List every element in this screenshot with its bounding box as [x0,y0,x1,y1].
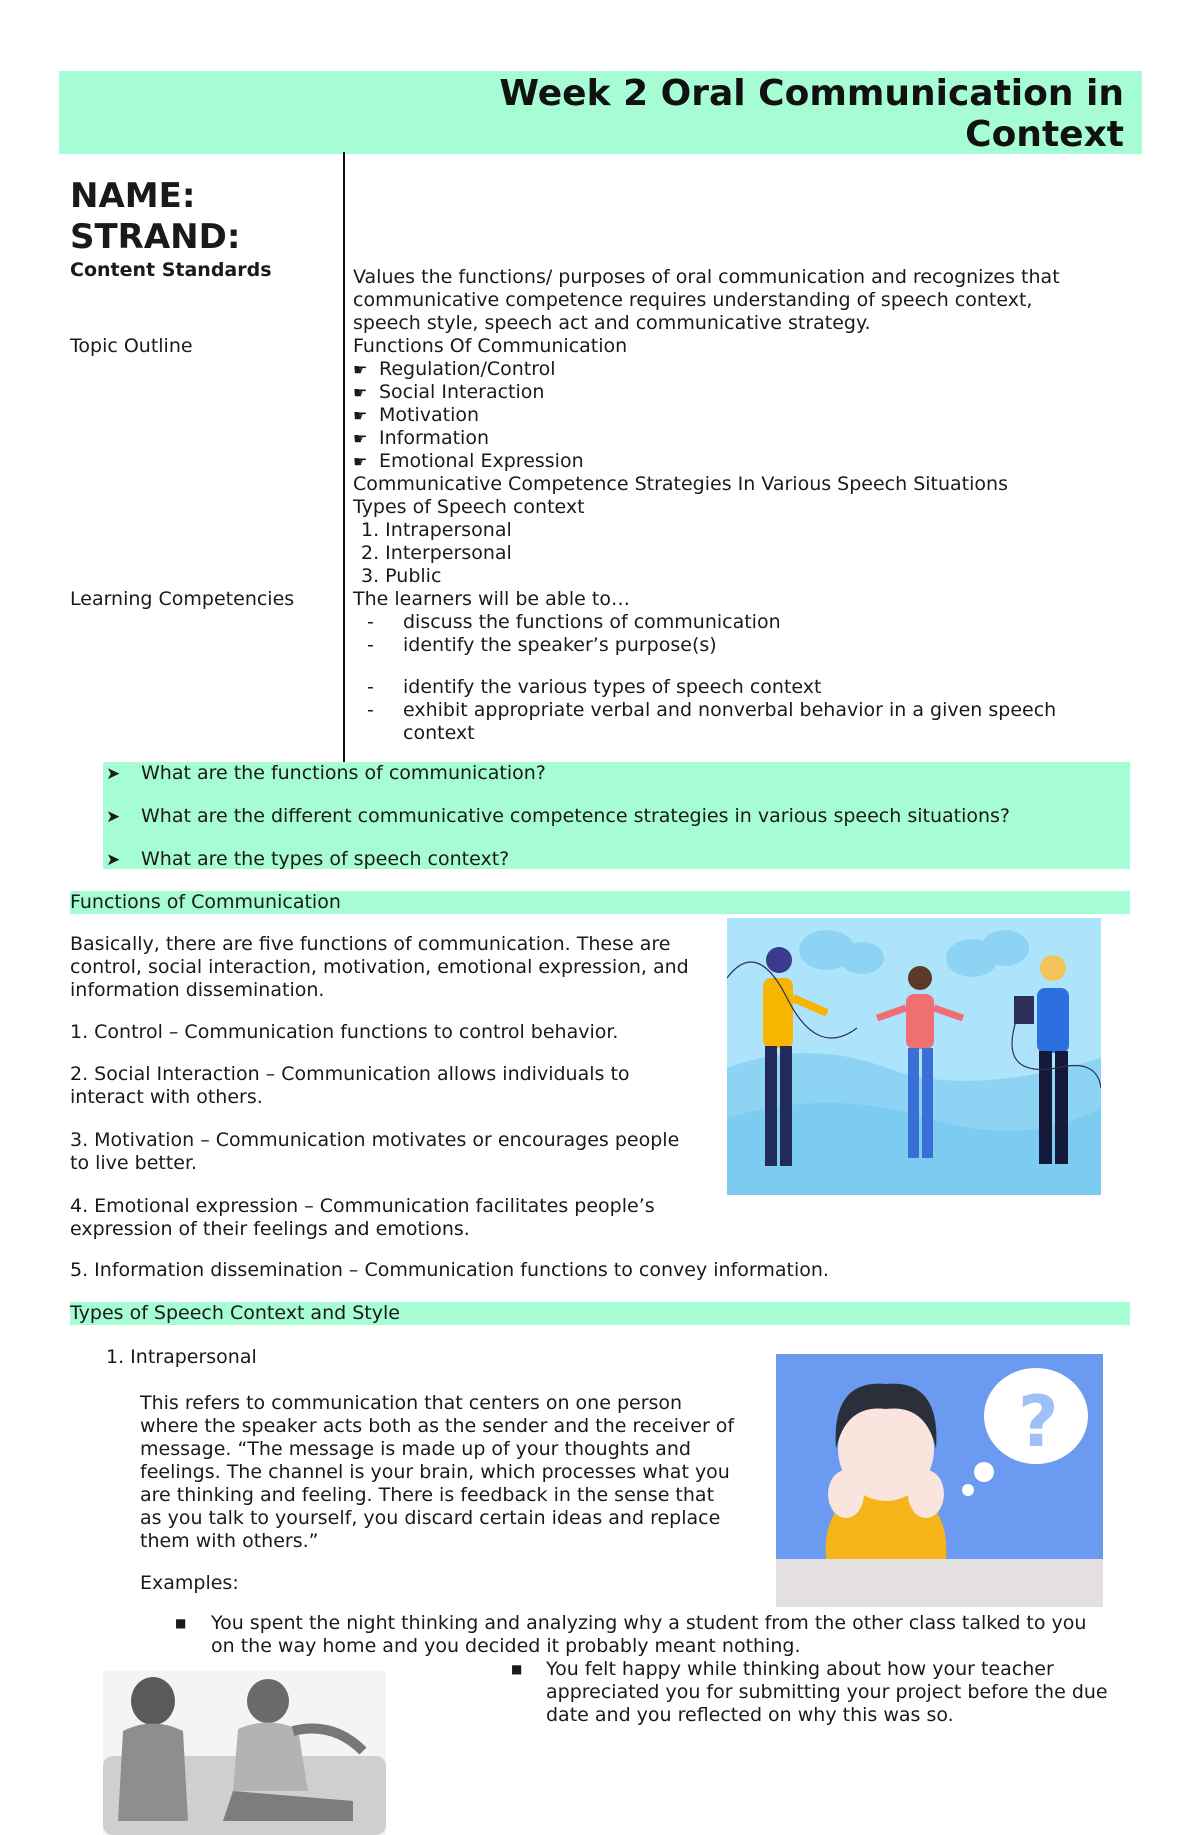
competency-item [353,611,1113,634]
question-text: What are the different communicative competence strategies in various speech situations? [141,805,1011,827]
examples-label: Examples: [140,1572,239,1594]
square-bullet-icon: ■ [175,1616,187,1630]
bullet-text: Social Interaction [379,381,545,403]
question-text: What are the types of speech context? [141,848,510,870]
people-talking-illustration [727,918,1101,1195]
section-heading-types: Types of Speech Context and Style [70,1302,400,1324]
svg-text:?: ? [1018,1381,1059,1463]
types-item-1: 1. Intrapersonal [106,1346,257,1368]
topic-bullet [353,358,1113,381]
bullet-text: Motivation [379,404,480,426]
dash-bullet: - [367,676,374,698]
competency-text: exhibit appropriate verbal and nonverbal behavior in a given speech [403,699,1057,721]
competency-text: identify the various types of speech context [403,676,822,698]
content-standards-text [353,266,1113,335]
topic-outline [353,335,1113,588]
pointing-hand-icon: ☛ [353,452,368,471]
topic-bullet [353,404,1113,427]
thinking-person-illustration [776,1354,1103,1607]
text-line: speech style, speech act and communicative strategy. [353,312,871,334]
learning-competencies [353,588,1113,745]
topic-bullet [353,427,1113,450]
text-line: communicative competence requires understanding of speech context, [353,289,1033,311]
topic-line: Types of Speech context [353,496,585,518]
text-line: as you talk to yourself, you discard certain ideas and replace [140,1507,721,1529]
competency-item [353,699,1113,722]
strand-label: STRAND: [70,217,241,257]
question-text: What are the functions of communication? [141,762,546,784]
text-line: control, social interaction, motivation, emotional expression, and [70,956,689,978]
title-band [59,71,1142,154]
example-1 [175,1612,1135,1658]
text-line: are thinking and feeling. There is feedback in the sense that [140,1484,715,1506]
name-strand-labels [70,176,240,258]
functions-body [70,933,720,1241]
topic-outline-label: Topic Outline [70,335,193,357]
competency-item [353,676,1113,699]
dash-bullet: - [367,699,374,721]
pointing-hand-icon: ☛ [353,360,368,379]
question-item [106,848,509,872]
function-item: 2. Social Interaction – Communication allows individuals to [70,1063,630,1085]
text-line: on the way home and you decided it probably meant nothing. [211,1635,801,1657]
text-line: Basically, there are five functions of communication. These are [70,933,671,955]
text-line: This refers to communication that centers on one person [140,1392,683,1414]
pointing-hand-icon: ☛ [353,383,368,402]
bullet-text: Information [379,427,489,449]
text-line: Values the functions/ purposes of oral communication and recognizes that [353,266,1060,288]
topic-bullet [353,450,1113,473]
function-item-5: 5. Information dissemination – Communication functions to convey information. [70,1259,829,1281]
competency-text: discuss the functions of communication [403,611,781,633]
square-bullet-icon: ■ [511,1662,523,1676]
name-label: NAME: [70,176,196,216]
text-line: message. “The message is made up of your thoughts and [140,1438,691,1460]
learning-competencies-label: Learning Competencies [70,588,295,610]
page-title [499,73,1124,155]
text-line: date and you reflected on why this was so. [546,1704,954,1726]
function-item: 1. Control – Communication functions to control behavior. [70,1021,619,1043]
arrowhead-icon: ➤ [106,764,121,784]
competency-text: identify the speaker’s purpose(s) [403,634,717,656]
text-line: them with others.” [140,1530,319,1552]
function-item: 4. Emotional expression – Communication facilitates people’s [70,1195,655,1217]
dash-bullet: - [367,634,374,656]
topic-line: Communicative Competence Strategies In Various Speech Situations [353,473,1008,495]
bullet-text: Regulation/Control [379,358,556,380]
example-2 [511,1658,1131,1727]
topic-heading: Functions Of Communication [353,335,628,357]
competency-continuation: context [403,722,475,744]
question-item [106,805,1010,829]
text-line: where the speaker acts both as the sender and the receiver of [140,1415,735,1437]
speech-type: 2. Interpersonal [361,542,512,564]
arrowhead-icon: ➤ [106,850,121,870]
speech-type: 3. Public [361,565,442,587]
text-line: interact with others. [70,1086,263,1108]
title-line-2: Context [965,114,1124,155]
title-line-1: Week 2 Oral Communication in [499,73,1124,114]
text-line: feelings. The channel is your brain, which processes what you [140,1461,730,1483]
function-item: 3. Motivation – Communication motivates or encourages people [70,1129,680,1151]
text-line: You felt happy while thinking about how your teacher [546,1658,1054,1680]
text-line: You spent the night thinking and analyzing why a student from the other class talked to you [211,1612,1087,1634]
topic-bullet [353,381,1113,404]
bullet-text: Emotional Expression [379,450,584,472]
learning-intro: The learners will be able to… [353,588,630,610]
speech-type: 1. Intrapersonal [361,519,512,541]
question-item [106,762,546,786]
text-line: appreciated you for submitting your project before the due [546,1681,1108,1703]
section-heading-functions: Functions of Communication [70,891,341,913]
people-talking-svg [727,918,1101,1195]
table-divider [343,152,345,763]
pointing-hand-icon: ☛ [353,429,368,448]
text-line: expression of their feelings and emotions. [70,1218,470,1240]
intrapersonal-paragraph [140,1392,760,1595]
competency-item [353,634,1113,657]
thinking-person-svg [776,1354,1103,1607]
pointing-hand-icon: ☛ [353,406,368,425]
friends-talking-svg [103,1671,386,1835]
text-line: to live better. [70,1152,198,1174]
content-standards-label: Content Standards [70,259,272,281]
arrowhead-icon: ➤ [106,807,121,827]
text-line: information dissemination. [70,979,325,1001]
dash-bullet: - [367,611,374,633]
friends-talking-illustration [103,1671,386,1835]
